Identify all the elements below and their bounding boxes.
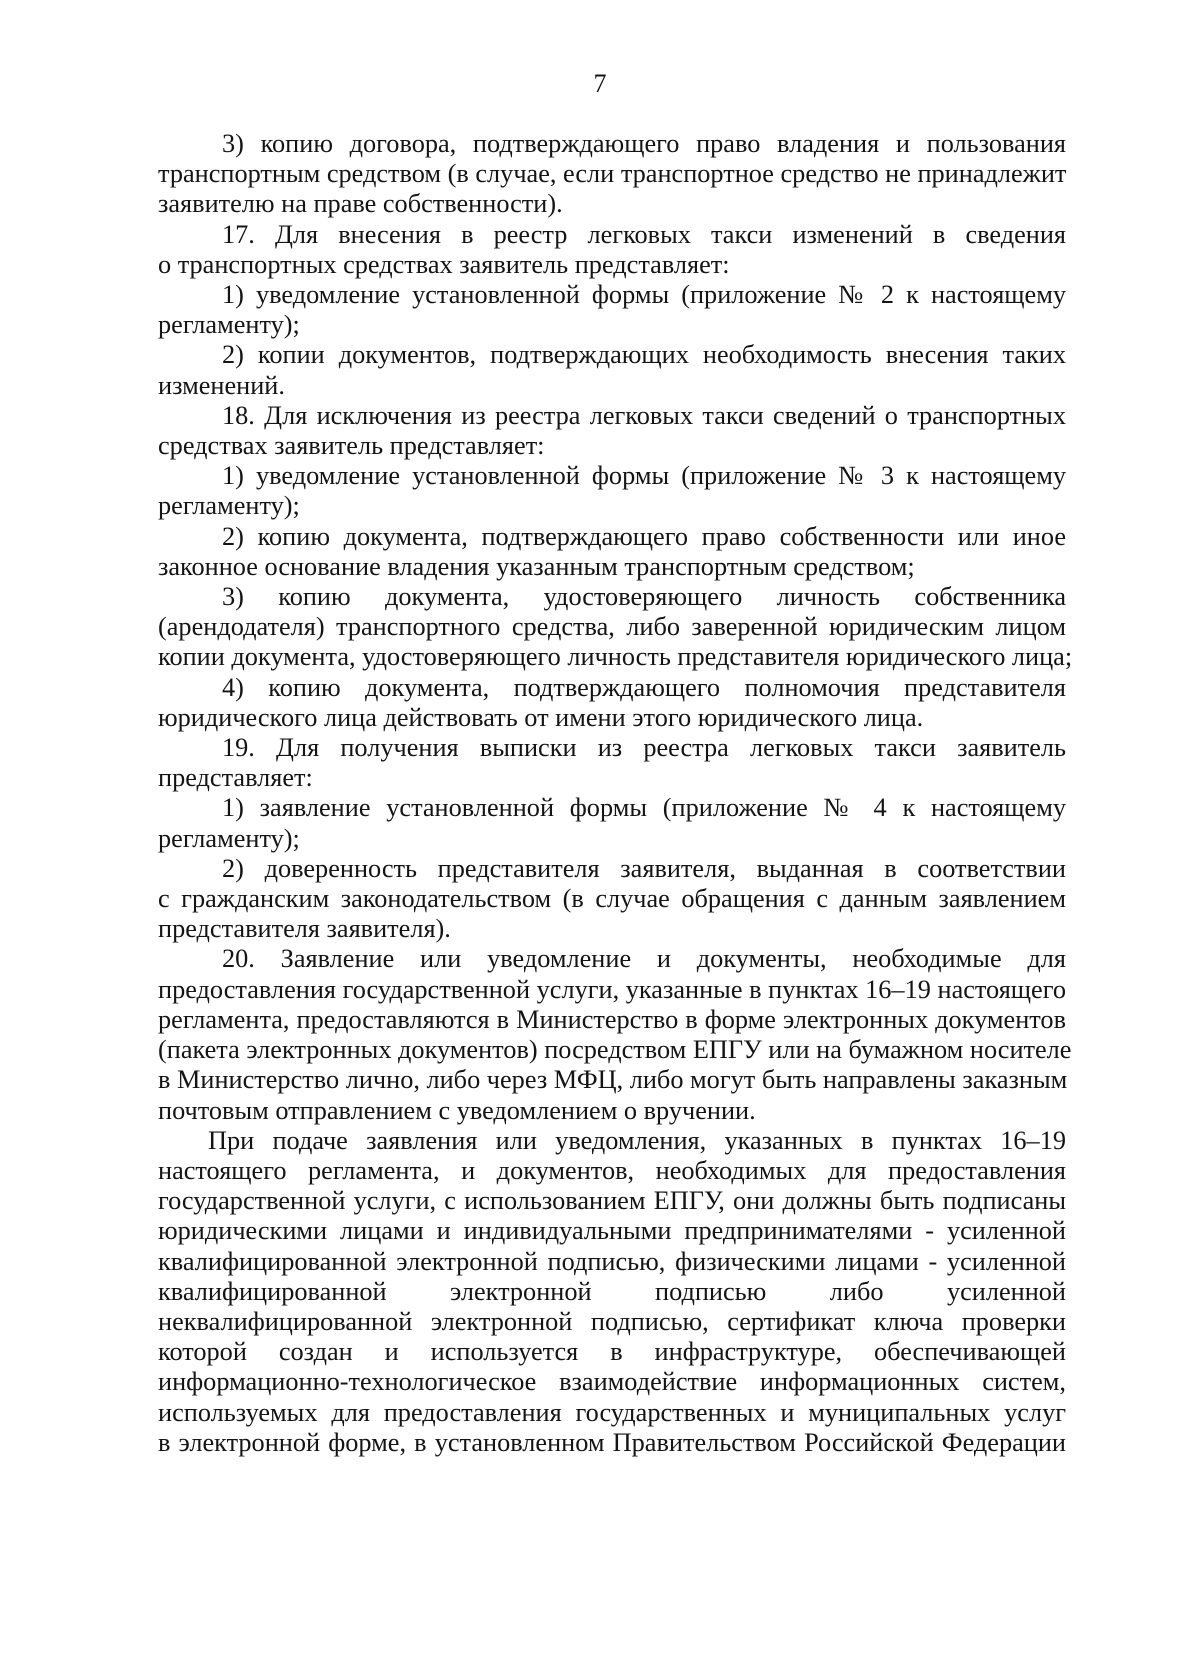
text-line: средствах заявитель представляет: xyxy=(158,431,545,461)
text-line: 4) копию документа, подтверждающего полномочия представителя xyxy=(222,672,1066,702)
text-line: 1) уведомление установленной формы (приложение № 2 к настоящему xyxy=(222,280,1066,310)
text-line: неквалифицированной электронной подписью, сертификат ключа проверки xyxy=(158,1306,1066,1336)
paragraph xyxy=(158,401,1066,461)
paragraph xyxy=(158,280,1066,340)
paragraph xyxy=(158,220,1066,280)
text-line: настоящего регламента, и документов, необходимых для предоставления xyxy=(158,1155,1066,1185)
text-line: законное основание владения указанным транспортным средством; xyxy=(158,551,915,581)
text-line: в Министерство лично, либо через МФЦ, либо могут быть направлены заказным xyxy=(158,1065,1068,1095)
text-line: юридическими лицами и индивидуальными предпринимателями - усиленной xyxy=(158,1216,1066,1246)
text-line: регламенту); xyxy=(158,310,300,340)
text-line: 3) копию договора, подтверждающего право владения и пользования xyxy=(222,129,1066,158)
paragraph xyxy=(158,793,1066,853)
paragraph xyxy=(158,673,1066,733)
text-line: в электронной форме, в установленном Правительством Российской Федерации xyxy=(158,1427,1066,1457)
paragraph xyxy=(158,522,1066,582)
text-line: информационно-технологическое взаимодействие информационных систем, xyxy=(158,1367,1066,1397)
text-line: заявителю на праве собственности). xyxy=(158,189,563,219)
document-body xyxy=(158,129,1073,1458)
paragraph xyxy=(158,582,1073,673)
paragraph xyxy=(158,733,1066,793)
text-line: квалифицированной электронной подписью, физическими лицами - усиленной xyxy=(158,1246,1066,1276)
text-line: транспортным средством (в случае, если транспортное средство не принадлежит xyxy=(158,159,1067,189)
text-line: почтовым отправлением с уведомлением о вручении. xyxy=(158,1095,756,1125)
text-line: (арендодателя) транспортного средства, либо заверенной юридическим лицом xyxy=(158,612,1066,642)
text-line: используемых для предоставления государственных и муниципальных услуг xyxy=(158,1397,1066,1427)
text-line: 2) доверенность представителя заявителя, выданная в соответствии xyxy=(222,853,1066,883)
text-line: представляет: xyxy=(158,763,313,793)
paragraph xyxy=(158,854,1066,945)
text-line: 19. Для получения выписки из реестра легковых такси заявитель xyxy=(222,733,1066,763)
text-line: 2) копии документов, подтверждающих необходимость внесения таких xyxy=(222,340,1066,370)
text-line: квалифицированной электронной подписью либо усиленной xyxy=(158,1276,1066,1306)
text-line: регламенту); xyxy=(158,823,300,853)
text-line: о транспортных средствах заявитель представляет: xyxy=(158,249,730,279)
text-line: государственной услуги, с использованием ЕПГУ, они должны быть подписаны xyxy=(158,1186,1066,1216)
paragraph xyxy=(158,129,1066,220)
paragraph xyxy=(158,340,1066,400)
text-line: 3) копию документа, удостоверяющего личность собственника xyxy=(222,582,1066,612)
page-number: 7 xyxy=(593,69,607,98)
text-line: 17. Для внесения в реестр легковых такси изменений в сведения xyxy=(222,219,1066,249)
text-line: 18. Для исключения из реестра легковых такси сведений о транспортных xyxy=(222,400,1066,430)
text-line: 1) уведомление установленной формы (приложение № 3 к настоящему xyxy=(222,461,1066,491)
paragraph xyxy=(158,1126,1066,1458)
text-line: 2) копию документа, подтверждающего право собственности или иное xyxy=(222,521,1066,551)
text-line: (пакета электронных документов) посредством ЕПГУ или на бумажном носителе xyxy=(158,1035,1072,1065)
text-line: представителя заявителя). xyxy=(158,914,451,944)
text-line: При подаче заявления или уведомления, указанных в пунктах 16–19 xyxy=(208,1125,1066,1155)
paragraph xyxy=(158,461,1066,521)
text-line: юридического лица действовать от имени этого юридического лица. xyxy=(158,702,924,732)
text-line: с гражданским законодательством (в случае обращения с данным заявлением xyxy=(158,884,1066,914)
text-line: 20. Заявление или уведомление и документы, необходимые для xyxy=(222,944,1066,974)
text-line: предоставления государственной услуги, указанные в пунктах 16–19 настоящего xyxy=(158,974,1066,1004)
text-line: которой создан и используется в инфраструктуре, обеспечивающей xyxy=(158,1337,1066,1367)
text-line: 1) заявление установленной формы (приложение № 4 к настоящему xyxy=(222,793,1066,823)
text-line: копии документа, удостоверяющего личность представителя юридического лица; xyxy=(158,642,1073,672)
text-line: регламенту); xyxy=(158,491,300,521)
text-line: изменений. xyxy=(158,370,285,400)
text-line: регламента, предоставляются в Министерство в форме электронных документов xyxy=(158,1004,1066,1034)
paragraph xyxy=(158,944,1072,1125)
